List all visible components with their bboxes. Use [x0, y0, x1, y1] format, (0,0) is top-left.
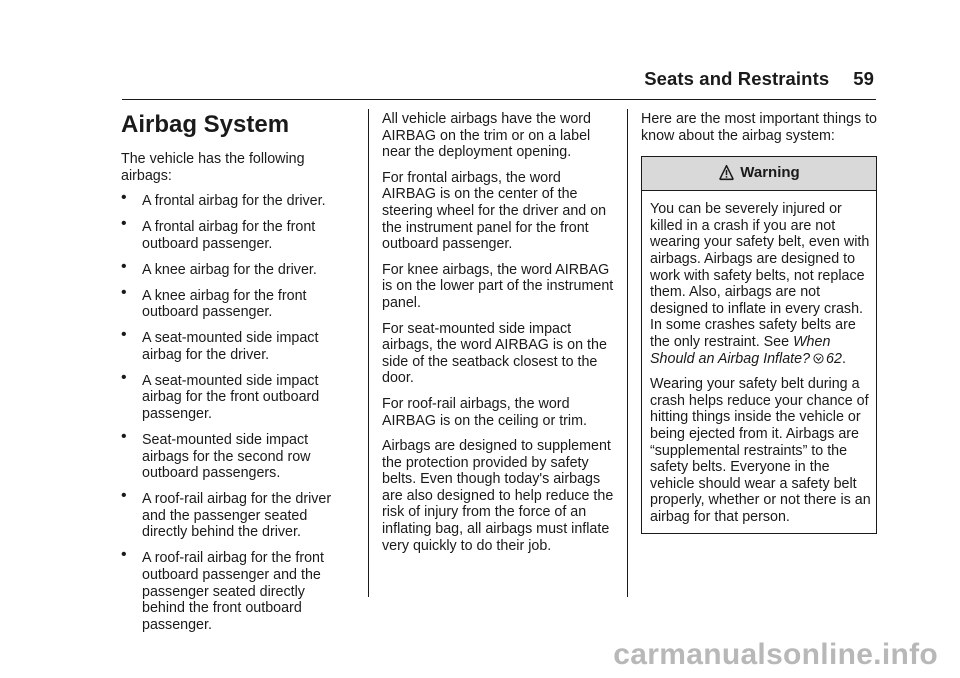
bullet-icon: •	[121, 257, 127, 275]
column-divider-1	[368, 109, 369, 597]
page-title: Airbag System	[121, 111, 290, 138]
bullet-icon: •	[121, 368, 127, 386]
list-item: • Seat-mounted side impact airbags for the second row outboard passengers.	[121, 428, 311, 482]
airbag-list	[121, 189, 349, 633]
column-1	[121, 110, 349, 643]
paragraph: For frontal airbags, the word AIRBAG is on the center of the steering wheel for the driver and on the instrument panel for the front outboard passenger.	[382, 169, 607, 253]
intro-text: The vehicle has the following airbags:	[121, 151, 305, 184]
paragraph: All vehicle airbags have the word AIRBAG on the trim or on a label near the deployment opening.	[382, 111, 592, 161]
paragraph: For seat-mounted side impact airbags, the word AIRBAG is on the side of the seatback closest to the door.	[382, 320, 607, 387]
list-item: • A roof-rail airbag for the front outboard passenger and the passenger seated directly behind the front outboard passenger.	[121, 546, 324, 633]
list-item: • A knee airbag for the front outboard passenger.	[121, 283, 307, 321]
paragraph: For knee airbags, the word AIRBAG is on the lower part of the instrument panel.	[382, 261, 614, 311]
list-item: • A seat-mounted side impact airbag for the front outboard passenger.	[121, 368, 320, 423]
intro-text: Here are the most important things to know about the airbag system:	[641, 111, 878, 144]
bullet-icon: •	[121, 428, 127, 446]
warning-paragraph: You can be severely injured or killed in a crash if you are not wearing your safety belt, even with airbags. Airbags are designed to work with safety belts, not replace them. Also, airbags are not designed to inflate in every crash. In some crashes safety belts are the only restraint. See When Should an Airbag Inflate? 62.	[650, 201, 870, 367]
column-divider-2	[627, 109, 628, 597]
warning-triangle-icon	[718, 164, 735, 181]
header-rule	[122, 99, 876, 100]
column-2	[382, 111, 614, 563]
warning-box	[641, 156, 877, 534]
page-reference[interactable]: 62	[826, 350, 842, 367]
list-item: • A seat-mounted side impact airbag for the driver.	[121, 326, 319, 363]
bullet-icon: •	[121, 326, 127, 344]
bullet-icon: •	[121, 487, 127, 505]
bullet-icon: •	[121, 189, 127, 207]
page-number: 59	[853, 68, 874, 89]
warning-paragraph: Wearing your safety belt during a crash helps reduce your chance of hitting things inside the vehicle or being ejected from it. Airbags are “supplemental restraints” to the safety belts. Everyone in the vehicle should wear a safety belt properly, whether or not there is an airbag for that person.	[650, 376, 871, 525]
cross-reference-link[interactable]: When Should an Airbag Inflate?	[650, 333, 831, 367]
list-item: • A frontal airbag for the driver.	[121, 189, 326, 210]
list-item: • A roof-rail airbag for the driver and the passenger seated directly behind the driver.	[121, 487, 332, 541]
column-3	[641, 111, 877, 534]
bullet-icon: •	[121, 283, 127, 301]
section-title-header: Seats and Restraints	[644, 68, 830, 89]
bullet-icon: •	[121, 546, 127, 564]
warning-header	[642, 157, 876, 191]
paragraph: Airbags are designed to supplement the protection provided by safety belts. Even though today's airbags are also designed to help reduce the risk of injury from the force of an inflating bag, all airbags must inflate very quickly to do their job.	[382, 438, 614, 554]
warning-title: Warning	[740, 164, 800, 182]
watermark: carmanualsonline.info	[613, 638, 938, 671]
page-reference-arrow-icon	[813, 353, 824, 364]
list-item: • A knee airbag for the driver.	[121, 257, 317, 278]
list-item: • A frontal airbag for the front outboard passenger.	[121, 215, 316, 252]
page-header	[644, 68, 874, 90]
paragraph: For roof-rail airbags, the word AIRBAG is on the ceiling or trim.	[382, 395, 587, 429]
bullet-icon: •	[121, 215, 127, 233]
warning-body	[642, 191, 876, 533]
